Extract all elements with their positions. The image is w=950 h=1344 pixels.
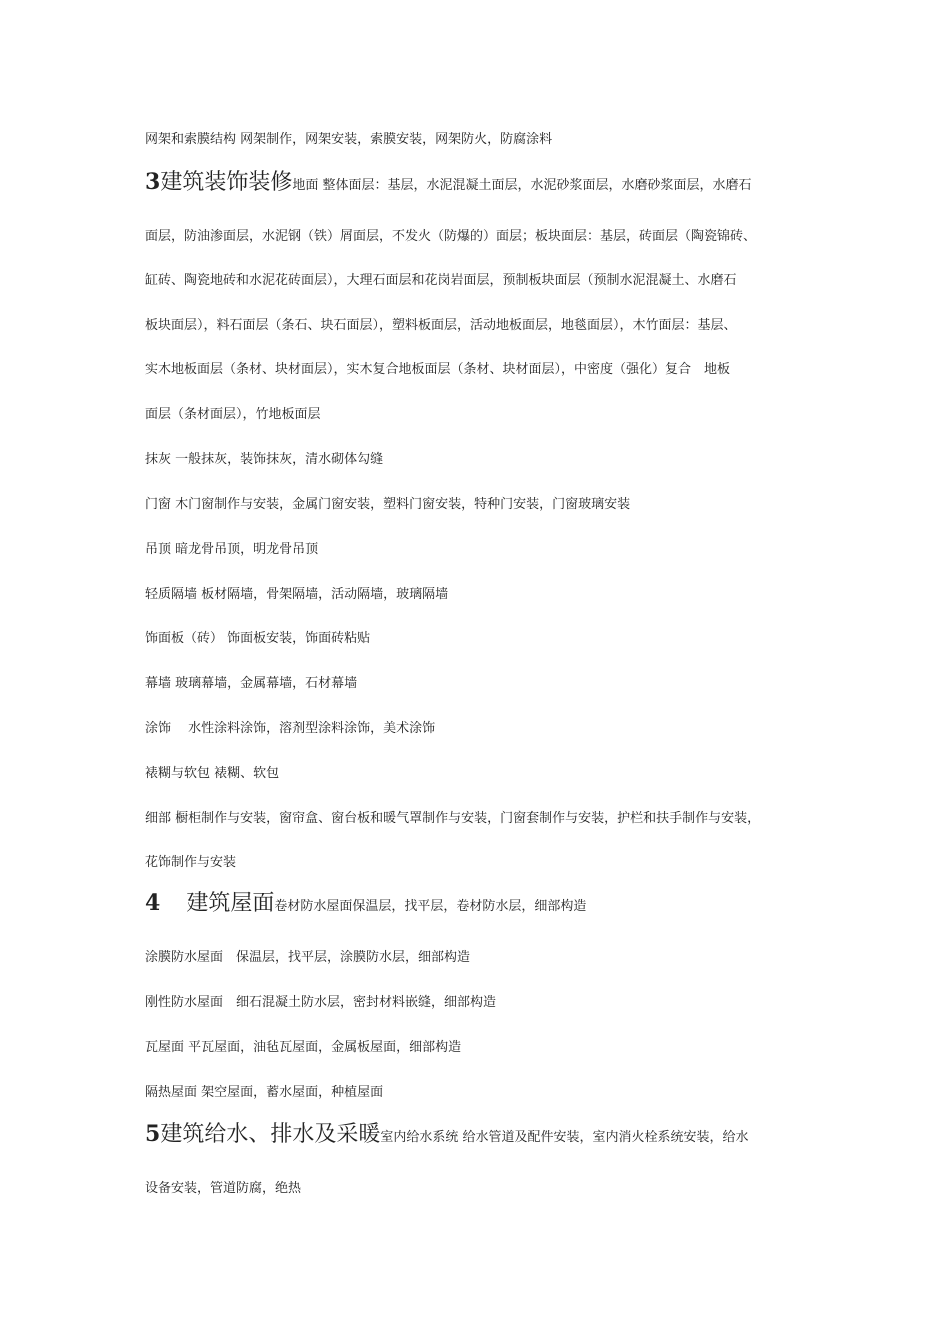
text-line: 饰面板（砖） 饰面板安装，饰面砖粘贴 bbox=[145, 631, 371, 646]
section-heading-4 bbox=[145, 889, 825, 921]
heading-number: 4 bbox=[145, 890, 161, 916]
heading-number: 3 bbox=[145, 169, 161, 195]
text-line: 设备安装，管道防腐，绝热 bbox=[145, 1181, 302, 1196]
text-line: 面层（条材面层），竹地板面层 bbox=[145, 407, 321, 422]
heading-inline-text: 卷材防水屋面保温层，找平层，卷材防水层，细部构造 bbox=[274, 899, 587, 914]
text-line: 缸砖、陶瓷地砖和水泥花砖面层），大理石面层和花岗岩面层，预制板块面层（预制水泥混凝土、水磨石 bbox=[145, 273, 737, 288]
heading-inline-text: 地面 整体面层：基层，水泥混凝土面层，水泥砂浆面层，水磨砂浆面层，水磨石 bbox=[292, 178, 752, 193]
text-line: 实木地板面层（条材、块材面层），实木复合地板面层（条材、块材面层），中密度（强化）复合 地板 bbox=[145, 362, 731, 377]
heading-inline-text: 室内给水系统 给水管道及配件安装，室内消火栓系统安装，给水 bbox=[380, 1130, 749, 1145]
heading-number: 5 bbox=[145, 1121, 161, 1147]
text-line: 板块面层），料石面层（条石、块石面层），塑料板面层，活动地板面层，地毯面层），木竹面层：基层、 bbox=[145, 318, 737, 333]
text-line: 瓦屋面 平瓦屋面，油毡瓦屋面，金属板屋面，细部构造 bbox=[145, 1040, 462, 1055]
text-line: 涂饰 水性涂料涂饰，溶剂型涂料涂饰，美术涂饰 bbox=[145, 721, 436, 736]
text-line: 面层，防油渗面层，水泥钢（铁）屑面层，不发火（防爆的）面层；板块面层：基层，砖面层（陶瓷锦砖、 bbox=[145, 229, 757, 244]
text-line: 门窗 木门窗制作与安装，金属门窗安装，塑料门窗安装，特种门安装，门窗玻璃安装 bbox=[145, 497, 631, 512]
text-line: 轻质隔墙 板材隔墙，骨架隔墙，活动隔墙，玻璃隔墙 bbox=[145, 587, 449, 602]
text-line: 裱糊与软包 裱糊、软包 bbox=[145, 766, 280, 781]
section-heading-3 bbox=[145, 168, 825, 200]
text-line: 细部 橱柜制作与安装，窗帘盒、窗台板和暖气罩制作与安装，门窗套制作与安装，护栏和扶手制作与安装， bbox=[145, 811, 761, 826]
heading-title: 建筑屋面 bbox=[186, 891, 275, 916]
text-line: 抹灰 一般抹灰，装饰抹灰，清水砌体勾缝 bbox=[145, 452, 384, 467]
text-line: 花饰制作与安装 bbox=[145, 855, 237, 870]
text-line: 网架和索膜结构 网架制作，网架安装，索膜安装，网架防火，防腐涂料 bbox=[145, 132, 553, 147]
heading-title: 建筑给水、排水及采暖 bbox=[160, 1122, 381, 1147]
text-line: 隔热屋面 架空屋面，蓄水屋面，种植屋面 bbox=[145, 1085, 384, 1100]
text-line: 吊顶 暗龙骨吊顶，明龙骨吊顶 bbox=[145, 542, 319, 557]
heading-title: 建筑装饰装修 bbox=[160, 170, 293, 195]
text-line: 涂膜防水屋面 保温层，找平层，涂膜防水层，细部构造 bbox=[145, 950, 471, 965]
text-line: 幕墙 玻璃幕墙，金属幕墙，石材幕墙 bbox=[145, 676, 358, 691]
text-line: 刚性防水屋面 细石混凝土防水层，密封材料嵌缝，细部构造 bbox=[145, 995, 497, 1010]
section-heading-5 bbox=[145, 1120, 825, 1152]
